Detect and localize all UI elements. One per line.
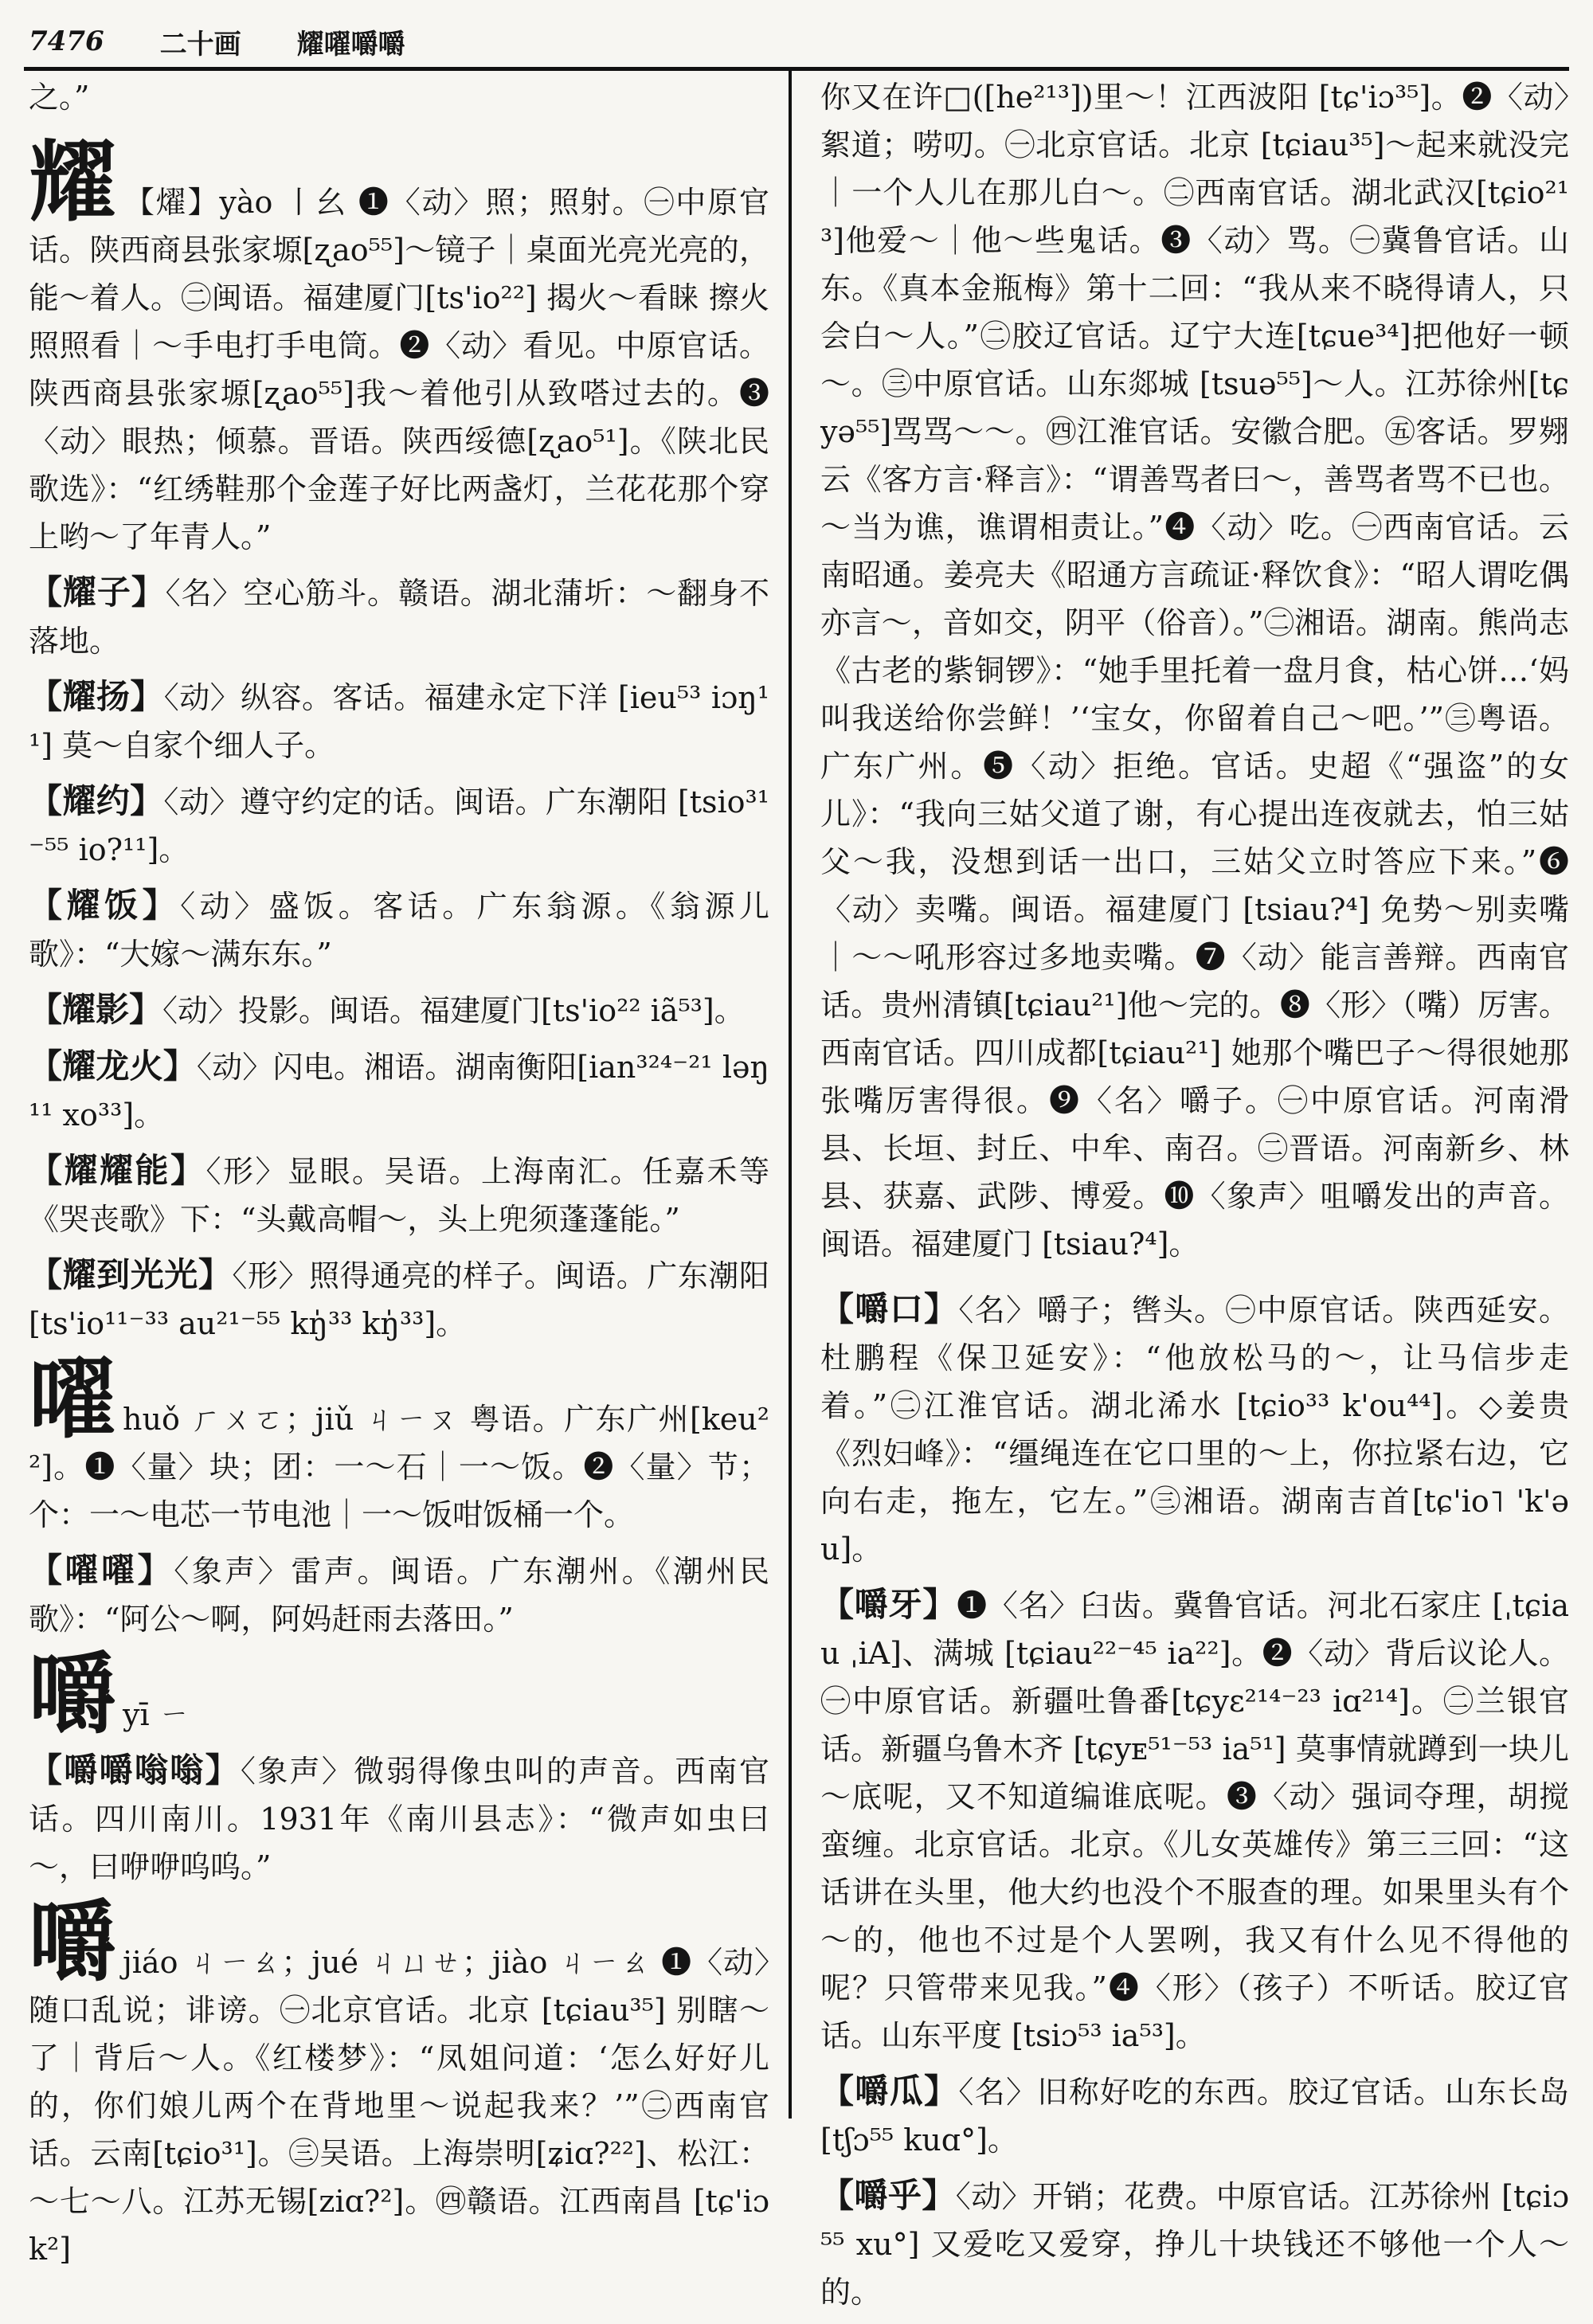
head-entry-yao: [29, 131, 769, 561]
head-definition: jiáo ㄐㄧㄠ；jué ㄐㄩㄝ；jiào ㄐㄧㄠ ❶〈动〉随口乱说；诽谤。㊀北京官话。北京 [tɕiau³⁵] 别瞎～了｜背后～人。《红楼梦》：“凤姐问道：‘怎么好好儿的，你们娘儿两个在背地里～说起我来？’”㊁西南官话。云南[tɕio³¹]。㊂吴语。上海崇明[ʑiɑ?²²]、松江：～七～八。江苏无锡[ziɑ?²]。㊃赣语。江西南昌 [tɕ'iɔk²]: [29, 1945, 769, 2267]
head-character: 嚼: [29, 1891, 116, 1993]
dictionary-entry: [820, 1285, 1569, 1573]
entry-headword: 【嚼口】: [820, 1289, 959, 1328]
entry-definition: 〈动〉盛饭。客话。广东翁源。《翁源儿歌》：“大嫁～满东东。”: [29, 889, 769, 972]
head-character: 耀: [29, 131, 116, 233]
entry-headword: 【嚁嚁】: [29, 1551, 174, 1590]
entry-headword: 【耀到光光】: [29, 1255, 233, 1294]
entry-headword: 【耀耀能】: [29, 1151, 206, 1190]
head-definition: yī ㄧ: [123, 1697, 190, 1732]
dictionary-entry: [29, 882, 769, 978]
head-definition: huǒ ㄏㄨㄛ；jiǔ ㄐㄧㄡ 粤语。广东广州[keu²²]。❶〈量〉块；团：一～石｜一～饭。❷〈量〉节；个：一～电芯一节电池｜一～饭咁饭桶一个。: [29, 1402, 769, 1532]
section-label: 二十画: [159, 28, 241, 61]
entry-definition: 〈形〉显眼。吴语。上海南汇。任嘉禾等《哭丧歌》下：“头戴高帽～，头上兜须蓬蓬能。”: [29, 1154, 769, 1237]
column-divider: [789, 68, 792, 2119]
dictionary-entry: [29, 1043, 769, 1139]
entry-headword: 【耀子】: [29, 573, 166, 612]
left-column: [29, 73, 769, 2281]
right-column: [820, 73, 1569, 2324]
entry-headword: 【嚼乎】: [820, 2176, 956, 2215]
head-character: 嚁: [29, 1348, 116, 1450]
entry-definition: 〈动〉开销；花费。中原官话。江苏徐州 [tɕiɔ⁵⁵ xu°] 又爱吃又爱穿，挣儿十块钱还不够他一个人～的。: [820, 2179, 1569, 2310]
dictionary-entry: [820, 2172, 1569, 2316]
dictionary-entry: [29, 1547, 769, 1643]
head-entry-jiao: [29, 1891, 769, 2273]
entry-definition: 〈形〉照得通亮的样子。闽语。广东潮阳 [ts'io¹¹⁻³³ au²¹⁻⁵⁵ kŋ̍³³ kŋ̍³³]。: [29, 1258, 769, 1341]
continuation-definition: 你又在许□([he²¹³])里～！江西波阳 [tɕ'iɔ³⁵]。❷〈动〉絮道；唠叨。㊀北京官话。北京 [tɕiau³⁵]～起来就没完｜一个人儿在那儿白～。㊁西南官话。湖北武汉[tɕio²¹³]他爱～｜他～些鬼话。❸〈动〉骂。㊀冀鲁官话。山东。《真本金瓶梅》第十二回：“我从来不晓得请人，只会白～人。”㊁胶辽官话。辽宁大连[tɕue³⁴]把他好一顿～。㊂中原官话。山东郯城 [tsuə⁵⁵]～人。江苏徐州[tɕyə⁵⁵]骂骂～～。㊃江淮官话。安徽合肥。㊄客话。罗翙云《客方言·释言》：“谓善骂者曰～，善骂者骂不已也。～当为谯，谯谓相责让。”❹〈动〉吃。㊀西南官话。云南昭通。姜亮夫《昭通方言疏证·释饮食》：“昭人谓吃偶亦言～，音如交，阴平（俗音）。”㊁湘语。湖南。熊尚志《古老的紫铜锣》：“她手里托着一盘月食，枯心饼…‘妈叫我送给你尝鲜！’‘宝女，你留着自己～吧。’”㊂粤语。广东广州。❺〈动〉拒绝。官话。史超《“强盗”的女儿》：“我向三姑父道了谢，有心提出连夜就去，怕三姑父～我，没想到话一出口，三姑父立时答应下来。”❻〈动〉卖嘴。闽语。福建厦门 [tsiau?⁴] 免势～别卖嘴｜～～吼形容过多地卖嘴。❼〈动〉能言善辩。西南官话。贵州清镇[tɕiau²¹]他～完的。❽〈形〉（嘴）厉害。西南官话。四川成都[tɕiau²¹] 她那个嘴巴子～得很她那张嘴厉害得很。❾〈名〉嚼子。㊀中原官话。河南滑县、长垣、封丘、中牟、南召。㊁晋语。河南新乡、林县、获嘉、武陟、博爱。❿〈象声〉咀嚼发出的声音。闽语。福建厦门 [tsiau?⁴]。: [820, 80, 1569, 1262]
entry-definition: 〈动〉投影。闽语。福建厦门[ts'io²² iã⁵³]。: [162, 993, 745, 1028]
head-entry-yi: [29, 1643, 769, 1746]
head-entry-huo: [29, 1348, 769, 1539]
entry-definition: 〈名〉嚼子；辔头。㊀中原官话。陕西延安。杜鹏程《保卫延安》：“他放松马的～，让马信步走着。”㊁江淮官话。湖北浠水 [tɕio³³ k'ou⁴⁴]。◇姜贵《烈妇峰》：“缰绳连在它口里的～上，你拉紧右边，它向右走，拖左，它左。”㊂湘语。湖南吉首[tɕ'io˥ 'k'əu]。: [820, 1293, 1569, 1567]
entry-headword: 【嚼嚼嗡嗡】: [29, 1751, 241, 1790]
entry-headword: 【耀约】: [29, 781, 164, 820]
entry-definition: 〈象声〉雷声。闽语。广东潮州。《潮州民歌》：“阿公～啊，阿妈赶雨去落田。”: [29, 1554, 769, 1637]
entry-definition: ❶〈名〉臼齿。冀鲁官话。河北石家庄 [ˌtɕiau ˌiA]、满城 [tɕiau²²⁻⁴⁵ ia²²]。❷〈动〉背后议论人。㊀中原官话。新疆吐鲁番[tɕyɛ²¹⁴⁻²³ iɑ²¹⁴]。㊁兰银官话。新疆乌鲁木齐 [tɕyᴇ⁵¹⁻⁵³ ia⁵¹] 莫事情就蹲到一块儿～底呢，又不知道编谁底呢。❸〈动〉强词夺理，胡搅蛮缠。北京官话。北京。《儿女英雄传》第三三回：“这话讲在头里，他大约也没个不服查的理。如果里头有个～的，他也不过是个人罢咧，我又有什么见不得他的呢？只管带来见我。”❹〈形〉（孩子）不听话。胶辽官话。山东平度 [tsiɔ⁵³ ia⁵³]。: [820, 1588, 1569, 2053]
entry-definition: 〈动〉遵守约定的话。闽语。广东潮阳 [tsio³¹⁻⁵⁵ io?¹¹]。: [29, 784, 769, 867]
head-definition: 【燿】yào 丨幺 ❶〈动〉照；照射。㊀中原官话。陕西商县张家塬[ʐao⁵⁵]～镜子｜桌面光亮光亮的，能～着人。㊁闽语。福建厦门[ts'io²²] 揭火～看睐 擦火照照看｜～手电打手电筒。❷〈动〉看见。中原官话。陕西商县张家塬[ʐao⁵⁵]我～着他引从致嗒过去的。❸〈动〉眼热；倾慕。晋语。陕西绥德[ʐao⁵¹]。《陕北民歌选》：“红绣鞋那个金莲子好比两盏灯，兰花花那个穿上哟～了年青人。”: [29, 185, 769, 554]
continuation-text: 之。”: [29, 80, 90, 115]
dictionary-entry: [29, 673, 769, 769]
entry-headword: 【耀龙火】: [29, 1047, 197, 1086]
dictionary-entry: [29, 1747, 769, 1891]
entry-definition: 〈动〉闪电。湘语。湖南衡阳[ian³²⁴⁻²¹ ləŋ¹¹ xo³³]。: [29, 1050, 769, 1133]
header-chars: 耀嚁嚼嚼: [296, 28, 405, 61]
dictionary-entry: [820, 2068, 1569, 2164]
header-rule: [24, 67, 1569, 71]
page-number: 7476: [29, 25, 104, 57]
page-header: [29, 16, 1564, 67]
entry-definition: 〈名〉旧称好吃的东西。胶辽官话。山东长岛 [tʃɔ⁵⁵ kuɑ°]。: [820, 2075, 1569, 2158]
entry-headword: 【嚼牙】: [820, 1585, 957, 1624]
dictionary-entry: [29, 1147, 769, 1243]
entry-headword: 【嚼瓜】: [820, 2072, 959, 2111]
dictionary-entry: [29, 777, 769, 874]
head-character: 嚼: [29, 1643, 116, 1746]
dictionary-entry: [820, 1581, 1569, 2060]
dictionary-entry: [29, 569, 769, 665]
entry-definition: 〈象声〉微弱得像虫叫的声音。西南官话。四川南川。1931年《南川县志》：“微声如虫曰～，曰咿咿呜呜。”: [29, 1754, 769, 1884]
entry-headword: 【耀扬】: [29, 677, 164, 716]
entry-headword: 【耀影】: [29, 990, 163, 1029]
dictionary-entry: [29, 986, 769, 1035]
dictionary-entry: [29, 1251, 769, 1348]
entry-headword: 【耀饭】: [29, 886, 181, 925]
entry-definition: 〈动〉纵容。客话。福建永定下洋 [ieu⁵³ iɔŋ¹¹] 莫～自家个细人子。: [29, 680, 769, 763]
entry-definition: 〈名〉空心筋斗。赣语。湖北蒲圻：～翻身不落地。: [29, 576, 769, 659]
